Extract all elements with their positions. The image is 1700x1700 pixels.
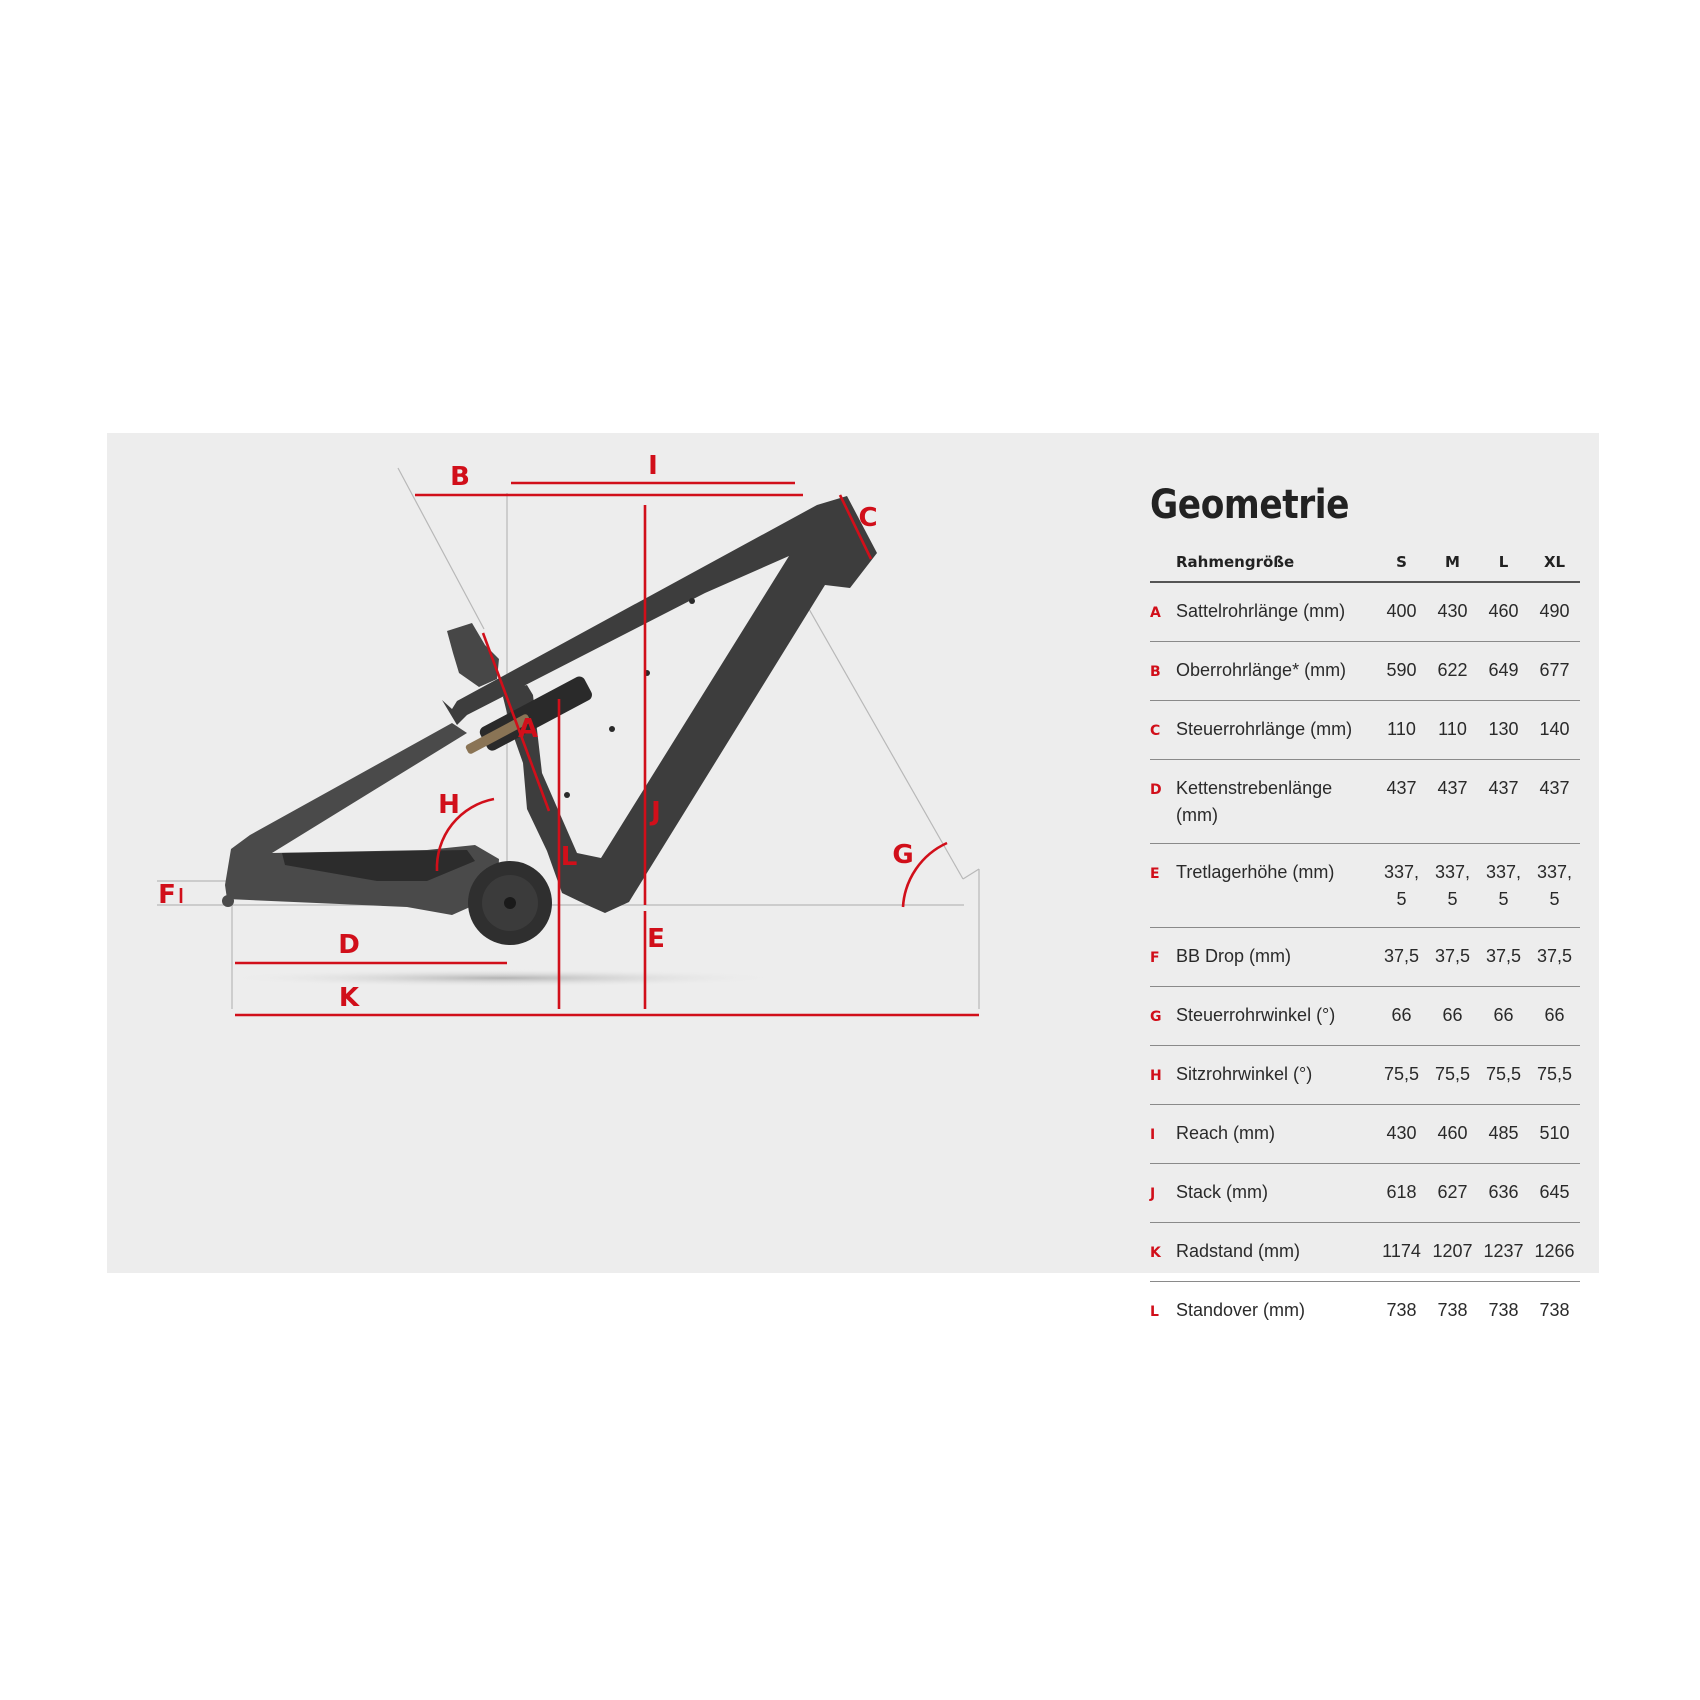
row-name: Sattelrohrlänge (mm) (1176, 582, 1376, 642)
dim-label-g: G (892, 840, 914, 870)
row-value-m: 627 (1427, 1164, 1478, 1223)
frame-bolt (564, 792, 570, 798)
row-name: Stack (mm) (1176, 1164, 1376, 1223)
row-value-m: 738 (1437, 1300, 1468, 1320)
geometry-row (1150, 928, 1580, 987)
row-value-s: 66 (1376, 987, 1427, 1046)
row-value-s: 430 (1376, 1105, 1427, 1164)
dim-label-a: A (517, 714, 539, 744)
row-value-l: 1237 (1478, 1223, 1529, 1282)
row-name: Tretlagerhöhe (mm) (1176, 844, 1376, 928)
rear-dropout (222, 895, 234, 907)
row-value-s: 75,5 (1376, 1046, 1427, 1105)
frame-bolt (609, 726, 615, 732)
geometry-row (1150, 1105, 1580, 1164)
row-value-s: 110 (1376, 701, 1427, 760)
row-value-xl: 75,5 (1529, 1046, 1580, 1105)
geometry-row (1150, 642, 1580, 701)
row-value-xl: 645 (1529, 1164, 1580, 1223)
row-value-xl: 510 (1529, 1105, 1580, 1164)
row-value-l: 437 (1478, 760, 1529, 844)
row-letter: E (1150, 844, 1176, 928)
dim-label-c: C (858, 503, 878, 533)
row-value-s: 337,5 (1376, 844, 1427, 928)
row-letter: F (1150, 928, 1176, 987)
row-value-s: 400 (1376, 582, 1427, 642)
dim-label-l: L (560, 842, 578, 872)
geometry-row (1150, 1164, 1580, 1223)
row-letter: B (1150, 642, 1176, 701)
row-value-s: 437 (1376, 760, 1427, 844)
row-letter: A (1150, 582, 1176, 642)
dim-label-k: K (338, 983, 360, 1013)
geometry-panel (107, 433, 1599, 1320)
geometry-row (1150, 760, 1580, 844)
row-value-l: 37,5 (1478, 928, 1529, 987)
row-value-l: 337,5 (1478, 844, 1529, 928)
ground-shadow (222, 969, 782, 987)
row-name: Radstand (mm) (1176, 1223, 1376, 1282)
row-value-m: 66 (1427, 987, 1478, 1046)
row-value-m: 437 (1427, 760, 1478, 844)
geometry-row (1150, 844, 1580, 928)
geometry-row (1150, 1223, 1580, 1282)
dim-label-h: H (438, 790, 460, 820)
geometry-row (1150, 1282, 1580, 1341)
row-value-l: 66 (1478, 987, 1529, 1046)
row-letter: C (1150, 701, 1176, 760)
geometry-row (1150, 1046, 1580, 1105)
geometry-row (1150, 582, 1580, 642)
dim-label-d: D (338, 930, 360, 960)
row-value-l: 460 (1478, 582, 1529, 642)
row-letter: L (1150, 1304, 1159, 1320)
row-name: Steuerrohrwinkel (°) (1176, 987, 1376, 1046)
row-value-l: 636 (1478, 1164, 1529, 1223)
row-value-s: 590 (1376, 642, 1427, 701)
row-value-m: 75,5 (1427, 1046, 1478, 1105)
row-value-xl: 140 (1529, 701, 1580, 760)
row-value-l: 75,5 (1478, 1046, 1529, 1105)
row-letter: G (1150, 987, 1176, 1046)
dim-label-e: E (647, 924, 665, 954)
row-value-s: 1174 (1376, 1223, 1427, 1282)
row-letter: I (1150, 1105, 1176, 1164)
row-value-m: 430 (1427, 582, 1478, 642)
crank-spindle (504, 897, 516, 909)
geometry-table-section (1150, 481, 1577, 1340)
geometry-row (1150, 701, 1580, 760)
header-size-label: Rahmengröße (1176, 543, 1376, 582)
header-spacer (1150, 543, 1176, 582)
frame-geometry-diagram (107, 433, 1147, 1273)
geometry-row (1150, 987, 1580, 1046)
dim-label-i: I (648, 451, 658, 481)
geometry-header-row (1150, 543, 1580, 582)
row-letter: D (1150, 760, 1176, 844)
row-value-xl: 337,5 (1529, 844, 1580, 928)
row-value-s: 618 (1376, 1164, 1427, 1223)
row-name: Oberrohrlänge* (mm) (1176, 642, 1376, 701)
row-value-m: 337,5 (1427, 844, 1478, 928)
header-size-s: S (1376, 543, 1427, 582)
row-letter: J (1150, 1164, 1176, 1223)
row-name: Sitzrohrwinkel (°) (1176, 1046, 1376, 1105)
row-value-m: 110 (1427, 701, 1478, 760)
frame-bolt (689, 598, 695, 604)
row-value-xl: 37,5 (1529, 928, 1580, 987)
row-value-xl: 738 (1539, 1300, 1570, 1320)
row-value-l: 649 (1478, 642, 1529, 701)
dim-label-b: B (450, 462, 470, 492)
row-name: BB Drop (mm) (1176, 928, 1376, 987)
row-name: Steuerrohrlänge (mm) (1176, 701, 1376, 760)
row-value-xl: 1266 (1529, 1223, 1580, 1282)
row-value-l: 738 (1488, 1300, 1519, 1320)
header-size-xl: XL (1529, 543, 1580, 582)
row-value-xl: 490 (1529, 582, 1580, 642)
header-size-m: M (1427, 543, 1478, 582)
row-value-m: 622 (1427, 642, 1478, 701)
row-name: Standover (mm) (1176, 1300, 1306, 1320)
row-name: Kettenstrebenlänge (mm) (1176, 760, 1376, 844)
dim-label-j: J (651, 797, 661, 827)
row-value-m: 1207 (1427, 1223, 1478, 1282)
row-value-s: 37,5 (1376, 928, 1427, 987)
row-value-xl: 66 (1529, 987, 1580, 1046)
row-value-l: 485 (1478, 1105, 1529, 1164)
bike-frame (222, 496, 877, 945)
row-value-xl: 437 (1529, 760, 1580, 844)
row-value-xl: 677 (1529, 642, 1580, 701)
row-letter: H (1150, 1046, 1176, 1105)
geometry-title: Geometrie (1150, 482, 1350, 528)
geometry-table (1150, 543, 1580, 1340)
dim-label-f: F (158, 880, 176, 910)
row-value-l: 130 (1478, 701, 1529, 760)
header-size-l: L (1478, 543, 1529, 582)
row-letter: K (1150, 1223, 1176, 1282)
row-value-s: 738 (1386, 1300, 1417, 1320)
row-name: Reach (mm) (1176, 1105, 1376, 1164)
row-value-m: 460 (1427, 1105, 1478, 1164)
row-value-m: 37,5 (1427, 928, 1478, 987)
